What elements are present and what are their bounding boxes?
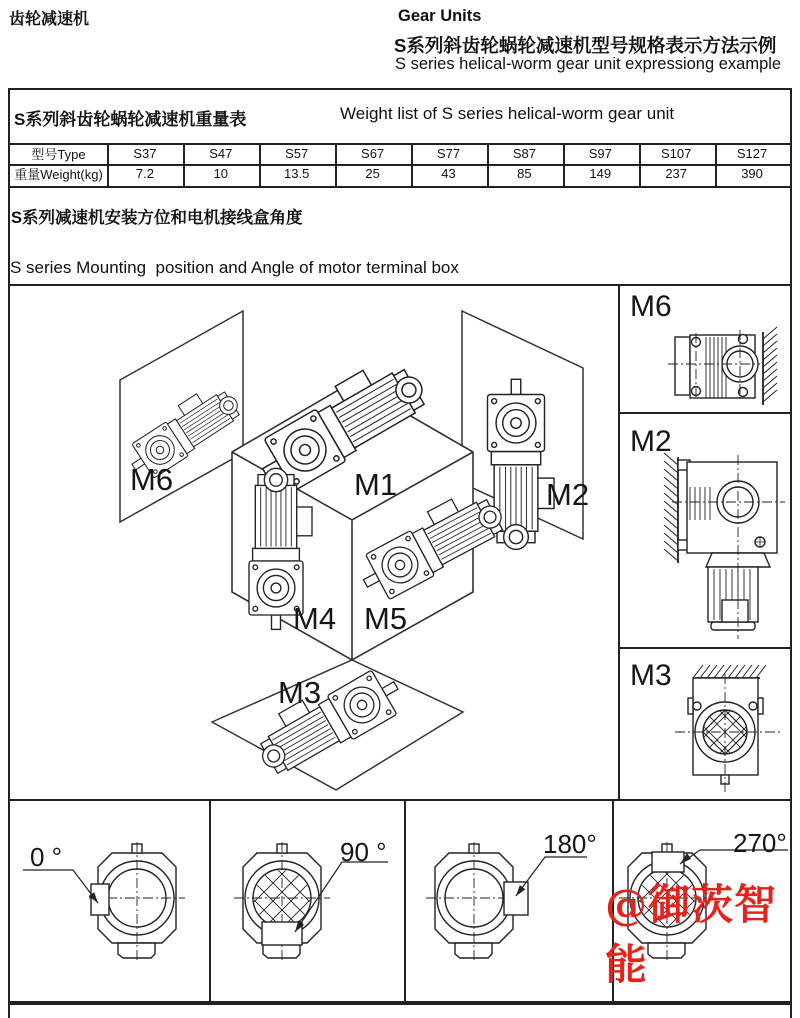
terminal-box-270 (652, 852, 684, 872)
weight-table-title-zh: S系列斜齿轮蜗轮减速机重量表 (14, 110, 247, 129)
weight-cell: 43 (441, 166, 456, 181)
model-cell: S77 (436, 146, 461, 161)
terminal-angle-cell-90 (211, 802, 402, 1001)
mounting-title-zh: S系列减速机安装方位和电机接线盒角度 (11, 209, 303, 227)
panel-m3-detail (620, 650, 790, 798)
panel-label-m6: M6 (630, 290, 672, 323)
model-cell: S97 (588, 146, 612, 161)
angle-label-90: 90 ° (340, 837, 387, 867)
label-m3: M3 (278, 675, 322, 710)
model-cell: S107 (660, 146, 692, 161)
rule-table-bottom (8, 186, 792, 188)
weight-table (10, 144, 790, 184)
panel-divider (618, 412, 792, 414)
weight-cell: 237 (665, 166, 688, 181)
weight-cell: 149 (589, 166, 612, 181)
panel-label-m3: M3 (630, 659, 672, 692)
model-cell: S67 (361, 146, 385, 161)
model-cell: S127 (736, 146, 768, 161)
weight-cell: 7.2 (135, 166, 154, 181)
label-m6: M6 (130, 462, 174, 497)
angle-label-270: 270° (733, 828, 787, 858)
doc-title-zh: 齿轮减速机 (9, 11, 90, 28)
doc-subtitle-zh: S系列斜齿轮蜗轮减速机型号规格表示方法示例 (394, 35, 777, 56)
rule-diagram-bottom (8, 799, 792, 801)
leader-line-0 (23, 870, 98, 903)
weight-cell: 85 (517, 166, 532, 181)
weight-cell: 10 (213, 166, 229, 181)
panel-m2-detail (620, 415, 790, 646)
label-m4: M4 (293, 601, 337, 636)
watermark: @御茨智能 (605, 880, 778, 989)
label-m2: M2 (546, 477, 590, 512)
terminal-angle-cell-180 (406, 802, 610, 1001)
terminal-box-90 (262, 922, 302, 945)
mounting-position-diagram (8, 285, 618, 799)
doc-title-en: Gear Units (398, 7, 482, 25)
label-m1: M1 (354, 467, 398, 502)
model-cell: S37 (133, 146, 157, 161)
panel-m6-detail (620, 287, 790, 411)
panel-divider (618, 647, 792, 649)
angle-label-180: 180° (543, 829, 597, 859)
terminal-box-180 (504, 882, 528, 915)
panel-label-m2: M2 (630, 425, 672, 458)
mounting-title-en: S series Mounting position and Angle of motor terminal box (10, 258, 459, 277)
angle-label-0: 0 ° (30, 842, 63, 872)
terminal-angle-cell-0 (10, 802, 207, 1001)
weight-cell: 390 (741, 166, 763, 181)
weight-cell: 13.5 (284, 166, 310, 181)
doc-subtitle-en: S series helical-worm gear unit expressiong example (395, 55, 782, 73)
weight-header-cell: 重量Weight(kg) (14, 167, 103, 182)
model-cell: S47 (209, 146, 233, 161)
weight-cell: 25 (365, 166, 380, 181)
type-header-cell: 型号Type (31, 147, 86, 162)
next-section-frame (8, 1003, 792, 1018)
label-m5: M5 (364, 601, 408, 636)
model-cell: S57 (285, 146, 309, 161)
model-cell: S87 (512, 146, 536, 161)
weight-table-title-en: Weight list of S series helical-worm gear unit (340, 104, 675, 123)
